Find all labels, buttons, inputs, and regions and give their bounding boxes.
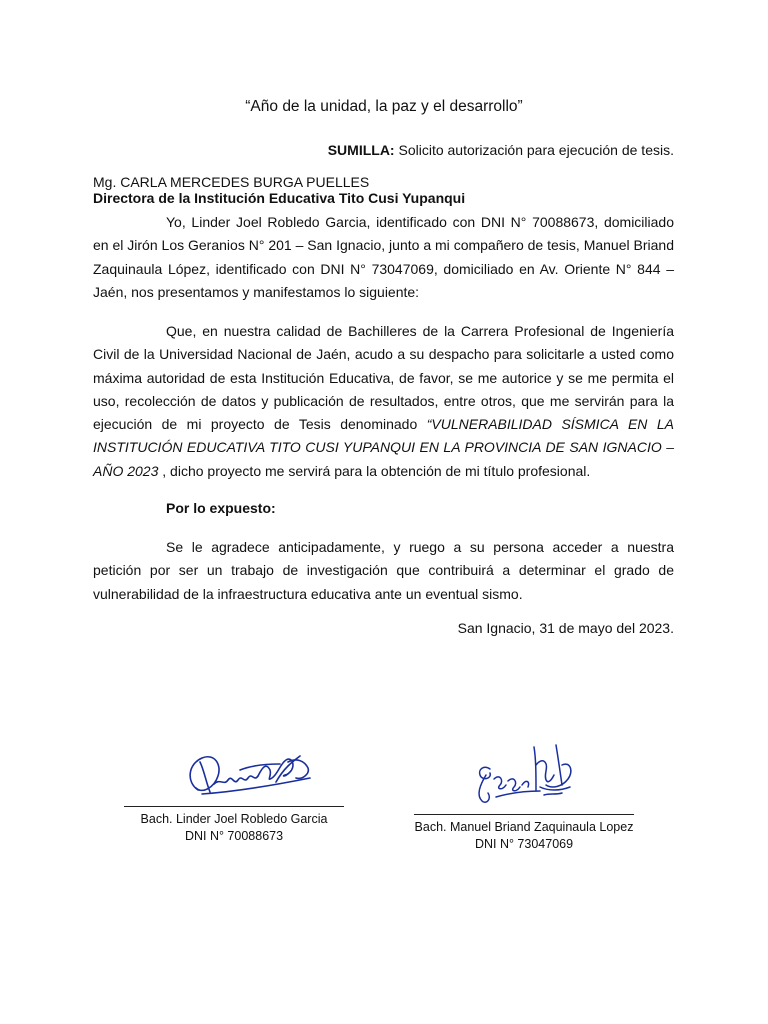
signature-line-2 — [414, 814, 634, 815]
request-text-start: Que, en nuestra calidad de Bachilleres de la Carrera Profesional de Ingeniería Civil de la Universidad Nacional de Jaén, acudo a su despacho para solicitarle a usted como máxima autoridad de esta Institución Educativa, de favor, se me autorice y se me permita el uso, recolección de datos y publicación de resultados, entre otros, que me servirán para la ejecución de mi proyecto de Tesis denominado — [93, 323, 674, 433]
paragraph-closing: Se le agradece anticipadamente, y ruego a su persona acceder a nuestra petición por ser un trabajo de investigación que contribuirá a determinar el grado de vulnerabilidad de la infraestructura educativa ante un eventual sismo. — [93, 539, 674, 602]
motto: “Año de la unidad, la paz y el desarrollo” — [245, 98, 523, 115]
signature-block-1 — [124, 806, 344, 845]
signature-block-2 — [414, 814, 634, 853]
signatory-1-name: Bach. Linder Joel Robledo Garcia — [140, 812, 328, 826]
signature-line-1 — [124, 806, 344, 807]
paragraph-introduction: Yo, Linder Joel Robledo Garcia, identificado con DNI N° 70088673, domiciliado en el Jirón Los Geranios N° 201 – San Ignacio, junto a mi compañero de tesis, Manuel Briand Zaquinaula López, identificado con DNI N° 73047069, domiciliado en Av. Oriente N° 844 – Jaén, nos presentamos y manifestamos lo siguiente: — [93, 214, 674, 300]
sumilla-text: Solicito autorización para ejecución de tesis. — [394, 142, 674, 158]
sumilla — [328, 142, 674, 158]
signature-1-icon — [180, 742, 320, 804]
addressee-block — [93, 174, 465, 206]
paragraph-request — [93, 320, 674, 483]
thesis-title: “VULNERABILIDAD SÍSMICA EN LA INSTITUCIÓN EDUCATIVA TITO CUSI YUPANQUI EN LA PROVINCIA DE SAN IGNACIO – AÑO 2023 — [93, 416, 675, 479]
request-text-end: , dicho proyecto me servirá para la obtención de mi título profesional. — [158, 462, 591, 479]
signatory-2-dni: DNI N° 73047069 — [474, 837, 574, 851]
signatory-1-dni: DNI N° 70088673 — [184, 829, 284, 843]
signature-2-icon — [470, 735, 580, 813]
addressee-name: Mg. CARLA MERCEDES BURGA PUELLES — [93, 174, 370, 190]
paragraph-heading-expuesto: Por lo expuesto: — [166, 500, 276, 516]
addressee-role: Directora de la Institución Educativa Tito Cusi Yupanqui — [93, 190, 466, 206]
signatory-2-name: Bach. Manuel Briand Zaquinaula Lopez — [414, 820, 634, 834]
sumilla-label: SUMILLA: — [327, 142, 395, 158]
letter-date: San Ignacio, 31 de mayo del 2023. — [457, 620, 674, 636]
